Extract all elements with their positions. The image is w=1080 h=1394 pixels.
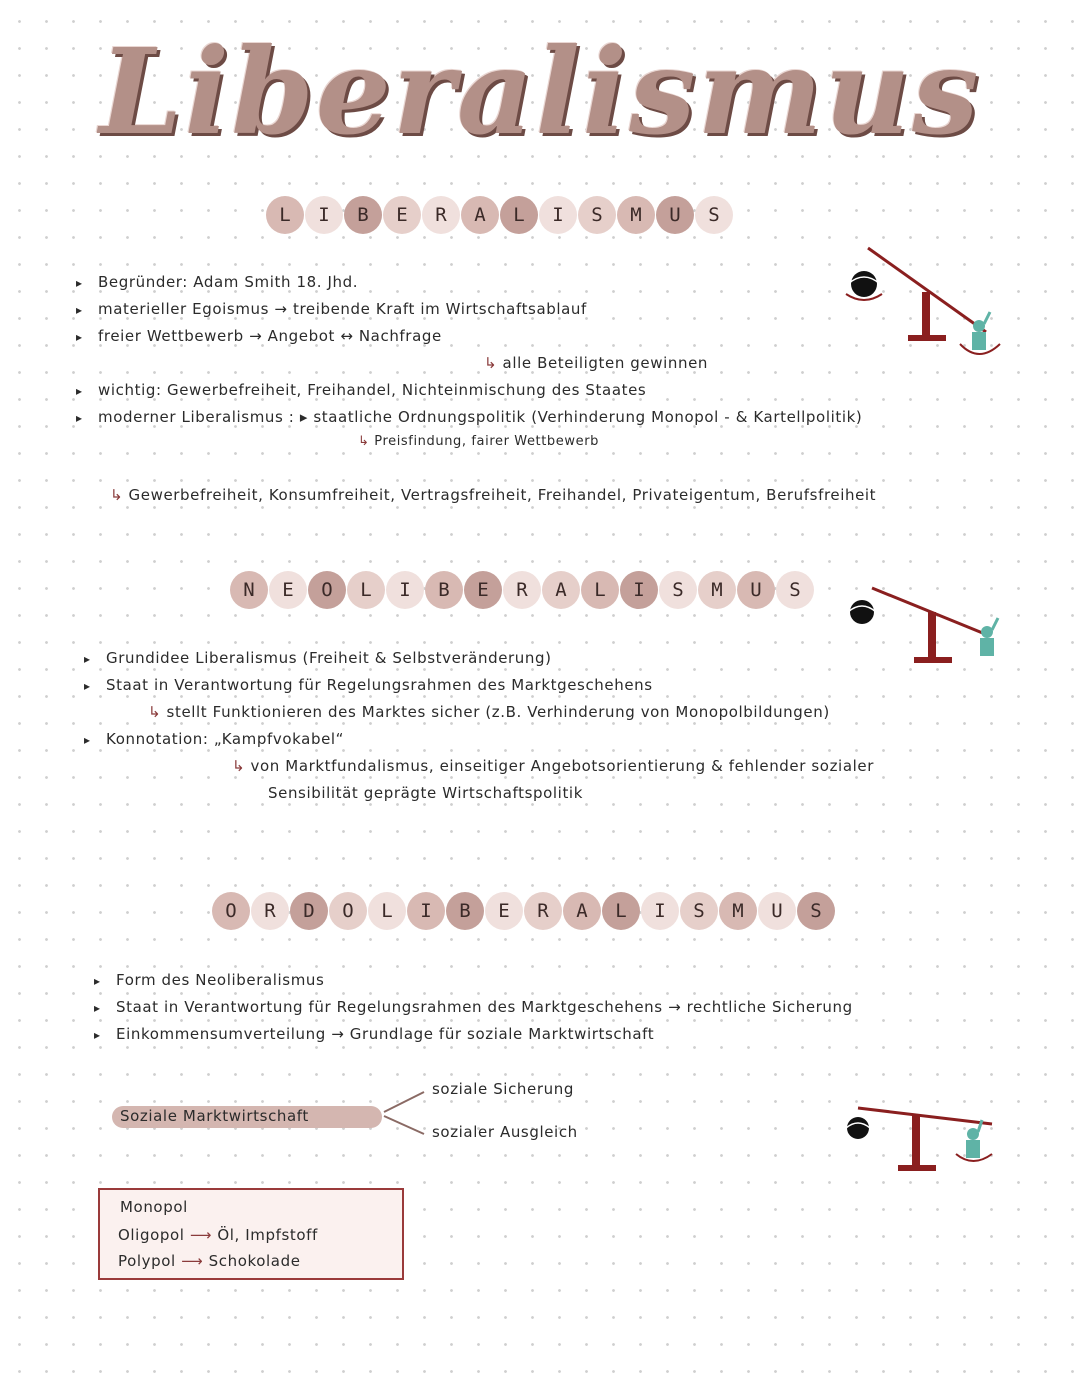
heading-letter: I (407, 892, 445, 930)
list-item: ↳ stellt Funktionieren des Marktes sicher (z.B. Verhinderung von Monopolbildungen) (148, 703, 830, 721)
heading-letter: I (386, 571, 424, 609)
list-item: ▸ materieller Egoismus → treibende Kraft im Wirtschaftsablauf (76, 300, 587, 318)
seesaw-icon (842, 1100, 1012, 1180)
list-item: ▸ Staat in Verantwortung für Regelungsrahmen des Marktgeschehens (84, 676, 653, 694)
statue-of-liberty-icon (980, 618, 998, 656)
list-item: ▸ Begründer: Adam Smith 18. Jhd. (76, 273, 359, 291)
heading-letter: L (368, 892, 406, 930)
heading-letter: N (230, 571, 268, 609)
heading-letter: R (251, 892, 289, 930)
eagle-icon (846, 271, 882, 300)
list-item: ▸ Einkommensumverteilung → Grundlage für soziale Marktwirtschaft (94, 1025, 655, 1043)
heading-letter: I (620, 571, 658, 609)
heading-letter: A (461, 196, 499, 234)
market-forms-box (98, 1188, 404, 1280)
statue-of-liberty-icon (956, 1120, 992, 1161)
eagle-icon (846, 1117, 870, 1139)
list-item: ▸ Konnotation: „Kampfvokabel“ (84, 730, 345, 748)
list-item: ▸ freier Wettbewerb → Angebot ↔ Nachfrage (76, 327, 442, 345)
heading-letter: E (485, 892, 523, 930)
heading-letter: E (269, 571, 307, 609)
heading-letter: M (698, 571, 736, 609)
box-item: Monopol (120, 1198, 188, 1216)
diagram-root: Soziale Marktwirtschaft (120, 1107, 309, 1125)
heading-letter: R (503, 571, 541, 609)
heading-letter: M (617, 196, 655, 234)
heading-letter: B (425, 571, 463, 609)
heading-letter: S (680, 892, 718, 930)
heading-letter: B (344, 196, 382, 234)
list-item: ↳ alle Beteiligten gewinnen (484, 354, 709, 372)
heading-letter: E (464, 571, 502, 609)
heading-letter: O (329, 892, 367, 930)
seesaw-icon (838, 240, 1018, 365)
heading-letter: R (422, 196, 460, 234)
heading-letter: I (641, 892, 679, 930)
heading-letter: O (308, 571, 346, 609)
heading-letter: E (383, 196, 421, 234)
branch-lines (380, 1082, 430, 1142)
heading-letter: L (602, 892, 640, 930)
heading-letter: I (305, 196, 343, 234)
liberalismus-heading (266, 196, 734, 234)
heading-letter: M (719, 892, 757, 930)
list-item: ▸ Form des Neoliberalismus (94, 971, 325, 989)
list-item: ↳ Gewerbefreiheit, Konsumfreiheit, Vertragsfreiheit, Freihandel, Privateigentum, Berufsfreiheit (110, 486, 877, 504)
seesaw-icon (840, 580, 1020, 680)
heading-letter: U (737, 571, 775, 609)
page-title: Liberalismus (99, 22, 981, 161)
diagram-branch: soziale Sicherung (432, 1080, 574, 1098)
list-item: ▸ Grundidee Liberalismus (Freiheit & Selbstveränderung) (84, 649, 552, 667)
eagle-icon (848, 600, 876, 624)
ordoliberalismus-heading (212, 892, 836, 930)
list-item: ▸ wichtig: Gewerbefreiheit, Freihandel, Nichteinmischung des Staates (76, 381, 647, 399)
list-item: ▸ Staat in Verantwortung für Regelungsrahmen des Marktgeschehens → rechtliche Sicherung (94, 998, 853, 1016)
heading-letter: R (524, 892, 562, 930)
box-item: Oligopol ⟶ Öl, Impfstoff (118, 1226, 318, 1244)
heading-letter: I (539, 196, 577, 234)
heading-letter: B (446, 892, 484, 930)
heading-letter: S (695, 196, 733, 234)
box-item: Polypol ⟶ Schokolade (118, 1252, 301, 1270)
list-item: Sensibilität geprägte Wirtschaftspolitik (268, 784, 583, 802)
heading-letter: S (578, 196, 616, 234)
diagram-branch: sozialer Ausgleich (432, 1123, 578, 1141)
heading-letter: A (563, 892, 601, 930)
neoliberalismus-heading (230, 571, 815, 609)
heading-letter: U (758, 892, 796, 930)
heading-letter: S (776, 571, 814, 609)
heading-letter: S (659, 571, 697, 609)
heading-letter: L (500, 196, 538, 234)
list-item: ↳ von Marktfundalismus, einseitiger Angebotsorientierung & fehlender sozialer (232, 757, 874, 775)
heading-letter: O (212, 892, 250, 930)
heading-letter: D (290, 892, 328, 930)
heading-letter: L (266, 196, 304, 234)
heading-letter: A (542, 571, 580, 609)
list-item: ▸ moderner Liberalismus : ▸ staatliche Ordnungspolitik (Verhinderung Monopol - & Kartellpolitik) (76, 408, 863, 426)
heading-letter: L (581, 571, 619, 609)
list-item: ↳ Preisfindung, fairer Wettbewerb (358, 434, 600, 449)
heading-letter: L (347, 571, 385, 609)
heading-letter: U (656, 196, 694, 234)
heading-letter: S (797, 892, 835, 930)
